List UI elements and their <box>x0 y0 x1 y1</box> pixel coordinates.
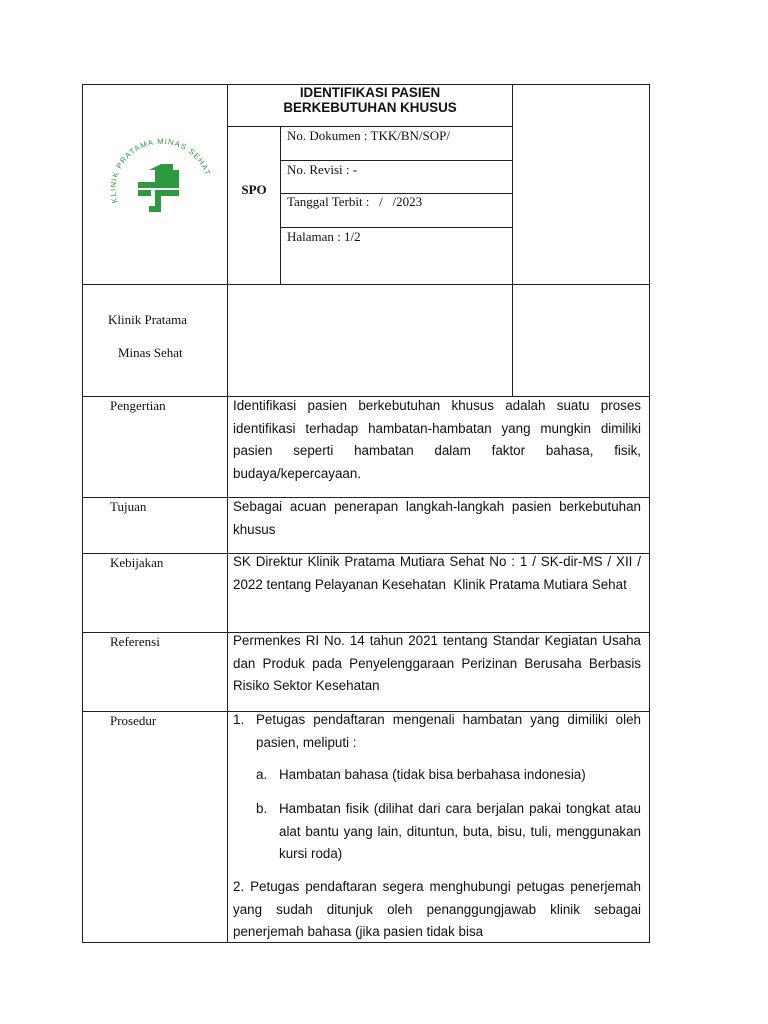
text-tujuan: Sebagai acuan penerapan langkah-langkah pasien berkebutuhan khusus <box>233 499 641 537</box>
title-line-1: IDENTIFIKASI PASIEN <box>299 85 441 100</box>
revision-number: No. Revisi : - <box>287 162 358 177</box>
step-2-text: 2. Petugas pendaftaran segera menghubungi petugas penerjemah yang sudah ditunjuk oleh penanggungjawab klinik sebagai penerjemah bahasa (jika pasien tidak bisa <box>233 879 641 939</box>
document-title <box>228 85 512 115</box>
step-1-text: Petugas pendaftaran mengenali hambatan yang dimiliki oleh pasien, meliputi : <box>256 712 641 750</box>
issue-date: Tanggal Terbit : / /2023 <box>287 194 423 209</box>
header-right-divider <box>512 84 513 396</box>
meta-line-3 <box>280 227 513 228</box>
clinic-name-line-2: Minas Sehat <box>118 345 183 360</box>
page-number: Halaman : 1/2 <box>287 229 361 244</box>
logo-cross-icon <box>100 134 220 244</box>
text-pengertian: Identifikasi pasien berkebutuhan khusus adalah suatu proses identifikasi terhadap hambatan-hambatan yang mungkin dimiliki pasien seperti hambatan dalam faktor bahasa, fisik, budaya/kepercayaan. <box>233 398 641 481</box>
label-pengertian: Pengertian <box>110 398 166 413</box>
title-bottom-line <box>227 126 513 127</box>
column-divider <box>227 84 228 943</box>
label-prosedur: Prosedur <box>110 713 157 728</box>
label-kebijakan: Kebijakan <box>110 555 164 570</box>
sub-b-text: Hambatan fisik (dilihat dari cara berjalan pakai tongkat atau alat bantu yang lain, dituntun, buta, bisu, tuli, menggunakan kursi roda) <box>279 801 641 861</box>
sub-a-letter: a. <box>256 767 268 782</box>
spo-label: SPO <box>241 182 267 197</box>
text-kebijakan: SK Direktur Klinik Pratama Mutiara Sehat No : 1 / SK-dir-MS / XII / 2022 tentang Pelayanan Kesehatan Klinik Pratama Mutiara Sehat <box>233 554 645 592</box>
title-line-2: BERKEBUTUHAN KHUSUS <box>283 100 457 115</box>
meta-line-1 <box>280 160 513 161</box>
clinic-name-line-1: Klinik Pratama <box>108 312 188 327</box>
table-border-bottom <box>82 942 650 943</box>
spo-divider <box>280 126 281 284</box>
text-referensi: Permenkes RI No. 14 tahun 2021 tentang Standar Kegiatan Usaha dan Produk pada Penyelenggaraan Perizinan Berusaha Berbasis Risiko Sektor Kesehatan <box>233 633 641 693</box>
table-border-left <box>82 84 83 943</box>
label-referensi: Referensi <box>110 634 160 649</box>
sub-b-letter: b. <box>256 801 268 816</box>
row-line-header <box>82 284 650 285</box>
step-1-number: 1. <box>233 712 245 727</box>
table-border-right <box>649 84 650 943</box>
clinic-logo <box>100 134 220 244</box>
label-tujuan: Tujuan <box>110 499 147 514</box>
svg-text:KLINIK PRATAMA MINAS SEHAT: KLINIK PRATAMA MINAS SEHAT <box>108 136 213 204</box>
doc-number: No. Dokumen : TKK/BN/SOP/ <box>287 128 450 143</box>
sub-a-text: Hambatan bahasa (tidak bisa berbahasa indonesia) <box>279 767 586 782</box>
